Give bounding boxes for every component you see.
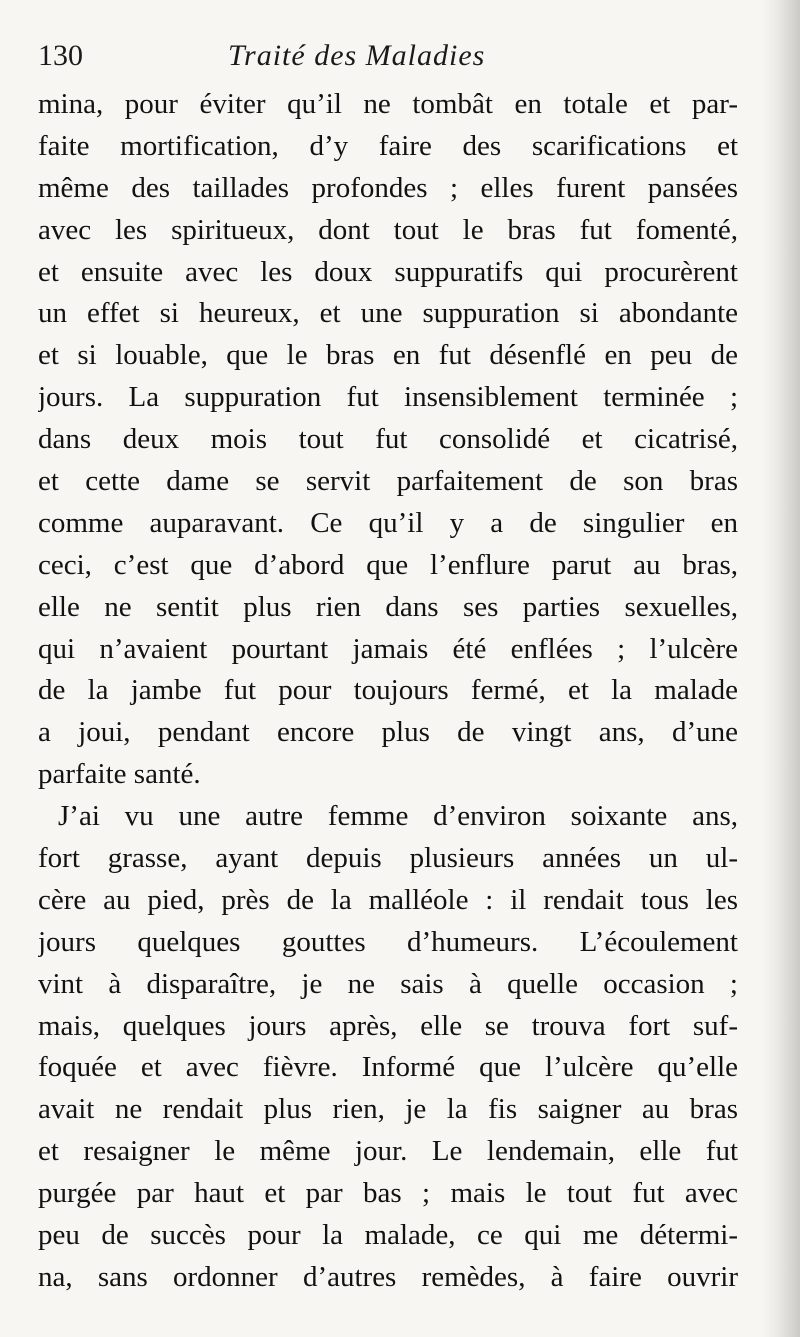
text-line: dans deux mois tout fut consolidé et cicatrisé, [38, 423, 738, 456]
text-line: peu de succès pour la malade, ce qui me détermi- [38, 1219, 738, 1252]
text-line: J’ai vu une autre femme d’environ soixante ans, [58, 800, 738, 833]
page-edge-shadow [762, 0, 800, 1337]
text-line: qui n’avaient pourtant jamais été enflées ; l’ulcère [38, 632, 738, 665]
text-line: un effet si heureux, et une suppuration si abondante [38, 297, 738, 330]
text-line: na, sans ordonner d’autres remèdes, à faire ouvrir [38, 1260, 738, 1293]
running-head [38, 36, 738, 76]
text-line: elle ne sentit plus rien dans ses parties sexuelles, [38, 590, 738, 623]
text-line: et resaigner le même jour. Le lendemain, elle fut [38, 1135, 738, 1168]
text-line: avait ne rendait plus rien, je la fis saigner au bras [38, 1093, 738, 1126]
running-title: Traité des Maladies [228, 39, 486, 72]
text-line: ceci, c’est que d’abord que l’enflure parut au bras, [38, 548, 738, 581]
text-line: faite mortification, d’y faire des scarifications et [38, 129, 738, 162]
text-line: jours quelques gouttes d’humeurs. L’écoulement [38, 925, 738, 958]
text-line: et si louable, que le bras en fut désenflé en peu de [38, 339, 738, 372]
text-line: comme auparavant. Ce qu’il y a de singulier en [38, 506, 738, 539]
text-line: foquée et avec fièvre. Informé que l’ulcère qu’elle [38, 1051, 738, 1084]
text-line: avec les spiritueux, dont tout le bras fut fomenté, [38, 213, 738, 246]
text-line: et ensuite avec les doux suppuratifs qui procurèrent [38, 255, 738, 288]
page-number: 130 [38, 39, 83, 72]
text-line: mina, pour éviter qu’il ne tombât en totale et par- [38, 88, 738, 120]
text-line: cère au pied, près de la malléole : il rendait tous les [38, 883, 738, 916]
text-line: a joui, pendant encore plus de vingt ans, d’une [38, 716, 738, 749]
text-line: fort grasse, ayant depuis plusieurs années un ul- [38, 842, 738, 875]
text-line: de la jambe fut pour toujours fermé, et la malade [38, 674, 738, 707]
text-line: jours. La suppuration fut insensiblement terminée ; [38, 381, 738, 414]
text-line: vint à disparaître, je ne sais à quelle occasion ; [38, 967, 738, 1000]
text-line: et cette dame se servit parfaitement de son bras [38, 465, 738, 498]
text-line: parfaite santé. [38, 758, 201, 791]
text-line: même des taillades profondes ; elles furent pansées [38, 171, 738, 204]
body-text [38, 84, 738, 1299]
text-line: purgée par haut et par bas ; mais le tout fut avec [38, 1177, 738, 1210]
text-line: mais, quelques jours après, elle se trouva fort suf- [38, 1009, 738, 1042]
